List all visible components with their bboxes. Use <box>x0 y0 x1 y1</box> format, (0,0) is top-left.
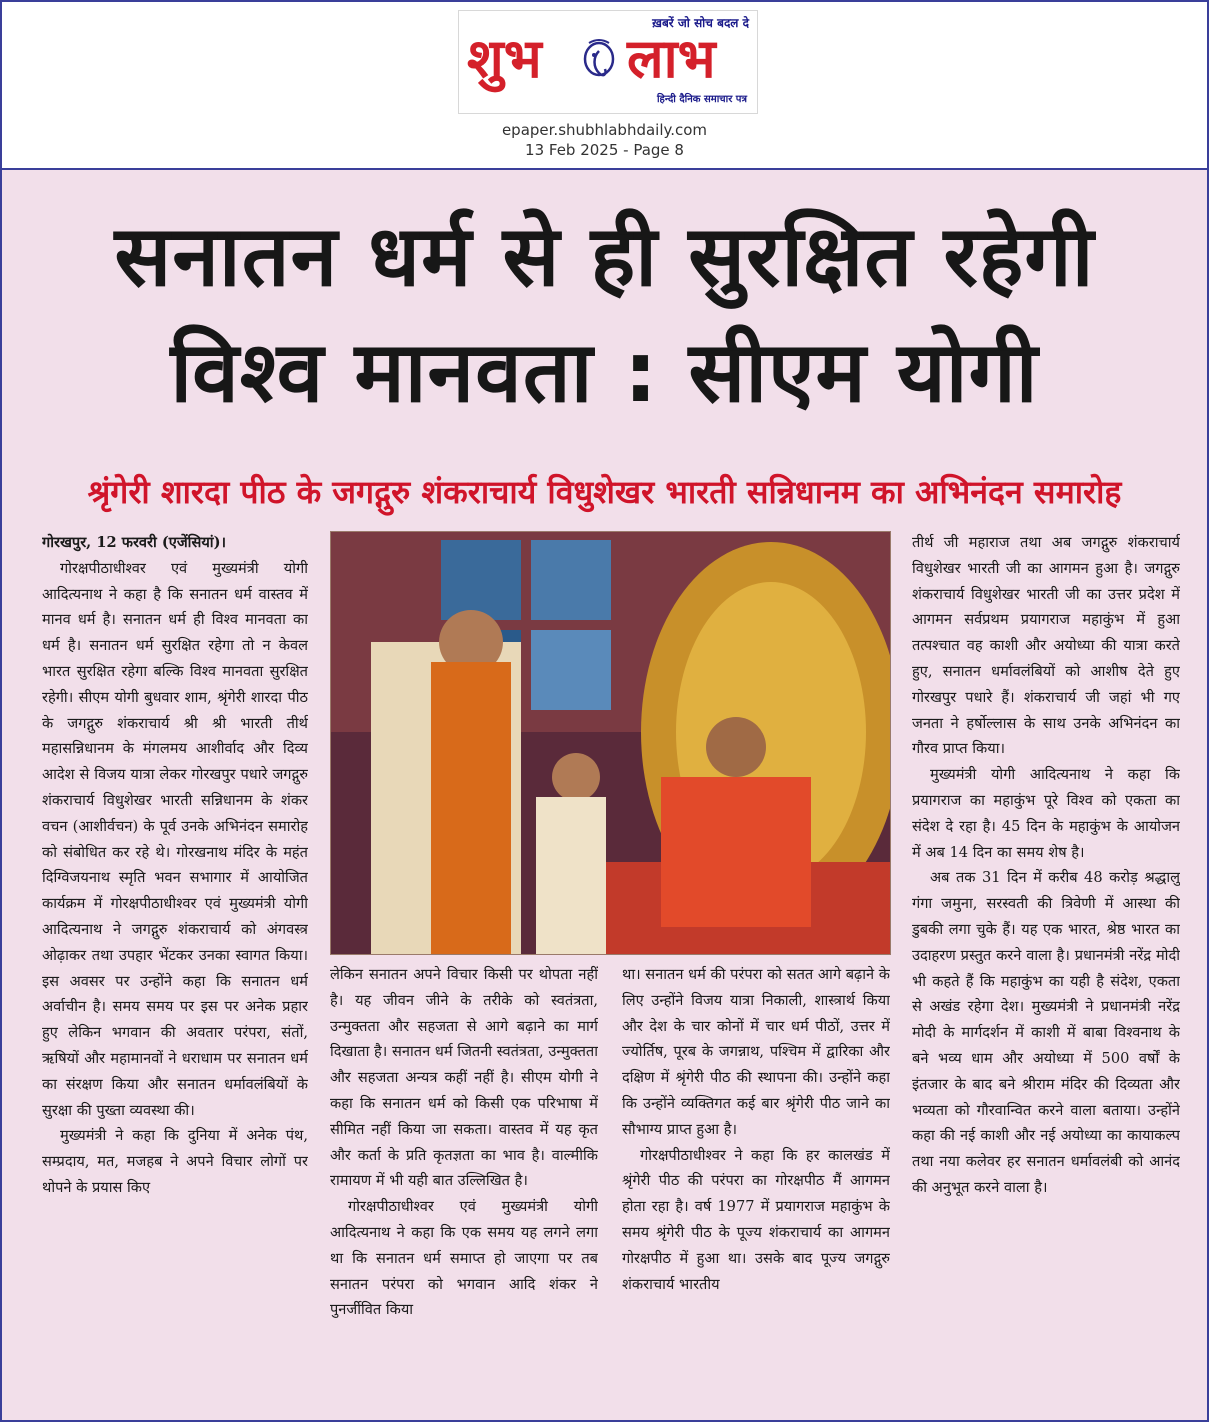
logo-subtitle: हिन्दी दैनिक समाचार पत्र <box>656 94 747 105</box>
paragraph: गोरक्षपीठाधीश्वर एवं मुख्यमंत्री योगी आदित्यनाथ ने कहा कि एक समय यह लगने लगा था कि सनातन धर्म समाप्त हो जाएगा पर तब सनातन परंपरा को भगवान आदि शंकर ने पुनर्जीवित किया <box>330 1198 598 1319</box>
paragraph: तीर्थ जी महाराज तथा अब जगद्गुरु शंकराचार्य विधुशेखर भारती जी का आगमन हुआ है। जगद्गुरु शंकराचार्य विधुशेखर भारती जी का उत्तर प्रदेश में आगमन सर्वप्रथम प्रयागराज महाकुंभ में हुआ तत्पश्चात वह काशी और अयोध्या की यात्रा करते हुए, सनातन धर्मावलंबियों को आशीष देते हुए गोरखपुर पधारे हैं। शंकराचार्य जी जहां भी गए जनता ने हर्षोल्लास के साथ उनके अभिनंदन का गौरव प्राप्त किया। <box>912 534 1180 758</box>
article-column-2 <box>330 962 598 1412</box>
newspaper-logo[interactable] <box>458 10 758 114</box>
seer-head <box>706 717 766 777</box>
paragraph: गोरक्षपीठाधीश्वर एवं मुख्यमंत्री योगी आदित्यनाथ ने कहा है कि सनातन धर्म वास्तव में मानव धर्म है। सनातन धर्म ही विश्व मानवता का धर्म है। सनातन धर्म सुरक्षित रहेगा तो न केवल भारत सुरक्षित रहेगा बल्कि विश्व मानवता सुरक्षित रहेगी। सीएम योगी बुधवार शाम, श्रृंगेरी शारदा पीठ के जगद्गुरु शंकराचार्य श्री श्री भारती तीर्थ महासन्निधानम के मंगलमय आशीर्वाद और दिव्य आदेश से विजय यात्रा लेकर गोरखपुर पधारे जगद्गुरु शंकराचार्य विधुशेखर भारती सन्निधानम के शंकर वचन (आशीर्वचन) के पूर्व उनके अभिनंदन समारोह को संबोधित कर रहे थे। गोरखनाथ मंदिर के महंत दिग्विजयनाथ स्मृति भवन सभागार में आयोजित कार्यक्रम में गोरक्षपीठाधीश्वर एवं मुख्यमंत्री योगी आदित्यनाथ ने जगद्गुरु शंकराचार्य को अंगवस्त्र ओढ़ाकर तथा उपहार भेंटकर उनका स्वागत किया। इस अवसर पर उन्होंने कहा कि सनातन धर्म अर्वाचीन है। समय समय पर इस पर अनेक प्रहार हुए लेकिन भगवान की अवतार परंपरा, संतों, ऋषियों और महामानवों ने धराधाम पर सनातन धर्म का संरक्षण किया और सनातन धर्मावलंबियों के सुरक्षा की पुख्ता व्यवस्था की। <box>42 559 308 1119</box>
paragraph: लेकिन सनातन अपने विचार किसी पर थोपता नहीं है। यह जीवन जीने के तरीके को स्वतंत्रता, उन्मुक्तता और सहजता से आगे बढ़ाने का मार्ग दिखाता है। सनातन धर्म जितनी स्वतंत्रता, उन्मुक्तता और सहजता अन्यत्र कहीं नहीं है। सीएम योगी ने कहा कि सनातन धर्म को किसी एक परिभाषा में सीमित नहीं किया जा सकता। वास्तव में यह कृत और कर्ता के प्रति कृतज्ञता का भाव है। वाल्मीकि रामायण में भी यही बात उल्लिखित है। <box>330 966 598 1190</box>
paragraph: था। सनातन धर्म की परंपरा को सतत आगे बढ़ाने के लिए उन्होंने विजय यात्रा निकाली, शास्त्रार्थ किया और देश के चार कोनों में चार धर्म पीठों, उत्तर में ज्योर्तिष, पूरब के जगन्नाथ, पश्चिम में द्वारिका और दक्षिण में श्रृंगेरी पीठ की स्थापना की। उन्होंने कहा कि उन्होंने व्यक्तिगत कई बार श्रृंगेरी पीठ जाने का सौभाग्य प्राप्त हुआ है। <box>622 966 890 1138</box>
article-photo <box>330 531 891 955</box>
headline-line-1: सनातन धर्म से ही सुरक्षित रहेगी <box>114 207 1095 305</box>
paragraph: गोरक्षपीठाधीश्वर ने कहा कि हर कालखंड में श्रृंगेरी पीठ की परंपरा का गोरक्षपीठ मैं आगमन होता रहा है। वर्ष 1977 में प्रयागराज महाकुंभ के समय श्रृंगेरी पीठ के पूज्य शंकराचार्य का आगमन गोरक्षपीठ में हुआ था। उसके बाद पूज्य जगद्गुरु शंकराचार्य भारतीय <box>622 1146 890 1293</box>
article-column-4 <box>912 530 1180 1410</box>
paragraph: मुख्यमंत्री ने कहा कि दुनिया में अनेक पंथ, सम्प्रदाय, मत, मजहब ने अपने विचार लोगों पर थोपने के प्रयास किए <box>42 1127 308 1196</box>
site-url[interactable]: epaper.shubhlabhdaily.com <box>501 121 708 139</box>
logo-text-left: शुभ <box>467 27 542 90</box>
person-robe <box>431 662 511 954</box>
paragraph: अब तक 31 दिन में करीब 48 करोड़ श्रद्धालु गंगा जमुना, सरस्वती की त्रिवेणी में आस्था की डुबकी लगा चुके हैं। यह एक भारत, श्रेष्ठ भारत का उदाहरण प्रस्तुत करने वाला है। प्रधानमंत्री नरेंद्र मोदी भी कहते हैं कि महाकुंभ का यही है संदेश, एकता से अखंड रहेगा देश। मुख्यमंत्री ने प्रधानमंत्री नरेंद्र मोदी के मार्गदर्शन में काशी में बाबा विश्वनाथ के बने भव्य धाम और अयोध्या में 500 वर्षों के इंतजार के बाद बने श्रीराम मंदिर की दिव्यता और भव्यता को गौरवान्वित करने वाला बताया। उन्होंने कहा की नई काशी और नई अयोध्या का कायाकल्प तथा नया कलेवर हर सनातन धर्मावलंबी को आनंद की अनुभूत करने वाला है। <box>912 869 1180 1196</box>
masthead <box>2 2 1207 170</box>
logo-tagline: ख़बरें जो सोच बदल दे <box>652 16 749 30</box>
wall-painting <box>531 540 611 620</box>
subheadline: श्रृंगेरी शारदा पीठ के जगद्गुरु शंकराचार्य विधुशेखर भारती सन्निधानम का अभिनंदन समारोह <box>87 473 1122 511</box>
edition-date: 13 Feb 2025 - Page 8 <box>525 141 684 159</box>
article-column-3 <box>622 962 890 1412</box>
newspaper-page <box>2 170 1207 1420</box>
paragraph: मुख्यमंत्री योगी आदित्यनाथ ने कहा कि प्रयागराज का महाकुंभ पूरे विश्व को एकता का संदेश दे रहा है। 45 दिन के महाकुंभ के आयोजन में अब 14 दिन का समय शेष है। <box>912 766 1180 861</box>
wall-painting <box>441 540 521 620</box>
seer-robe <box>661 777 811 927</box>
wall-painting <box>531 630 611 710</box>
ganesha-icon <box>579 37 619 85</box>
logo-text-right: लाभ <box>627 27 716 90</box>
dateline: गोरखपुर, 12 फरवरी (एजेंसियां)। <box>42 534 227 551</box>
photo-illustration <box>331 532 890 954</box>
headline-line-2: विश्व मानवता : सीएम योगी <box>170 323 1039 421</box>
article-column-1 <box>42 530 308 1410</box>
